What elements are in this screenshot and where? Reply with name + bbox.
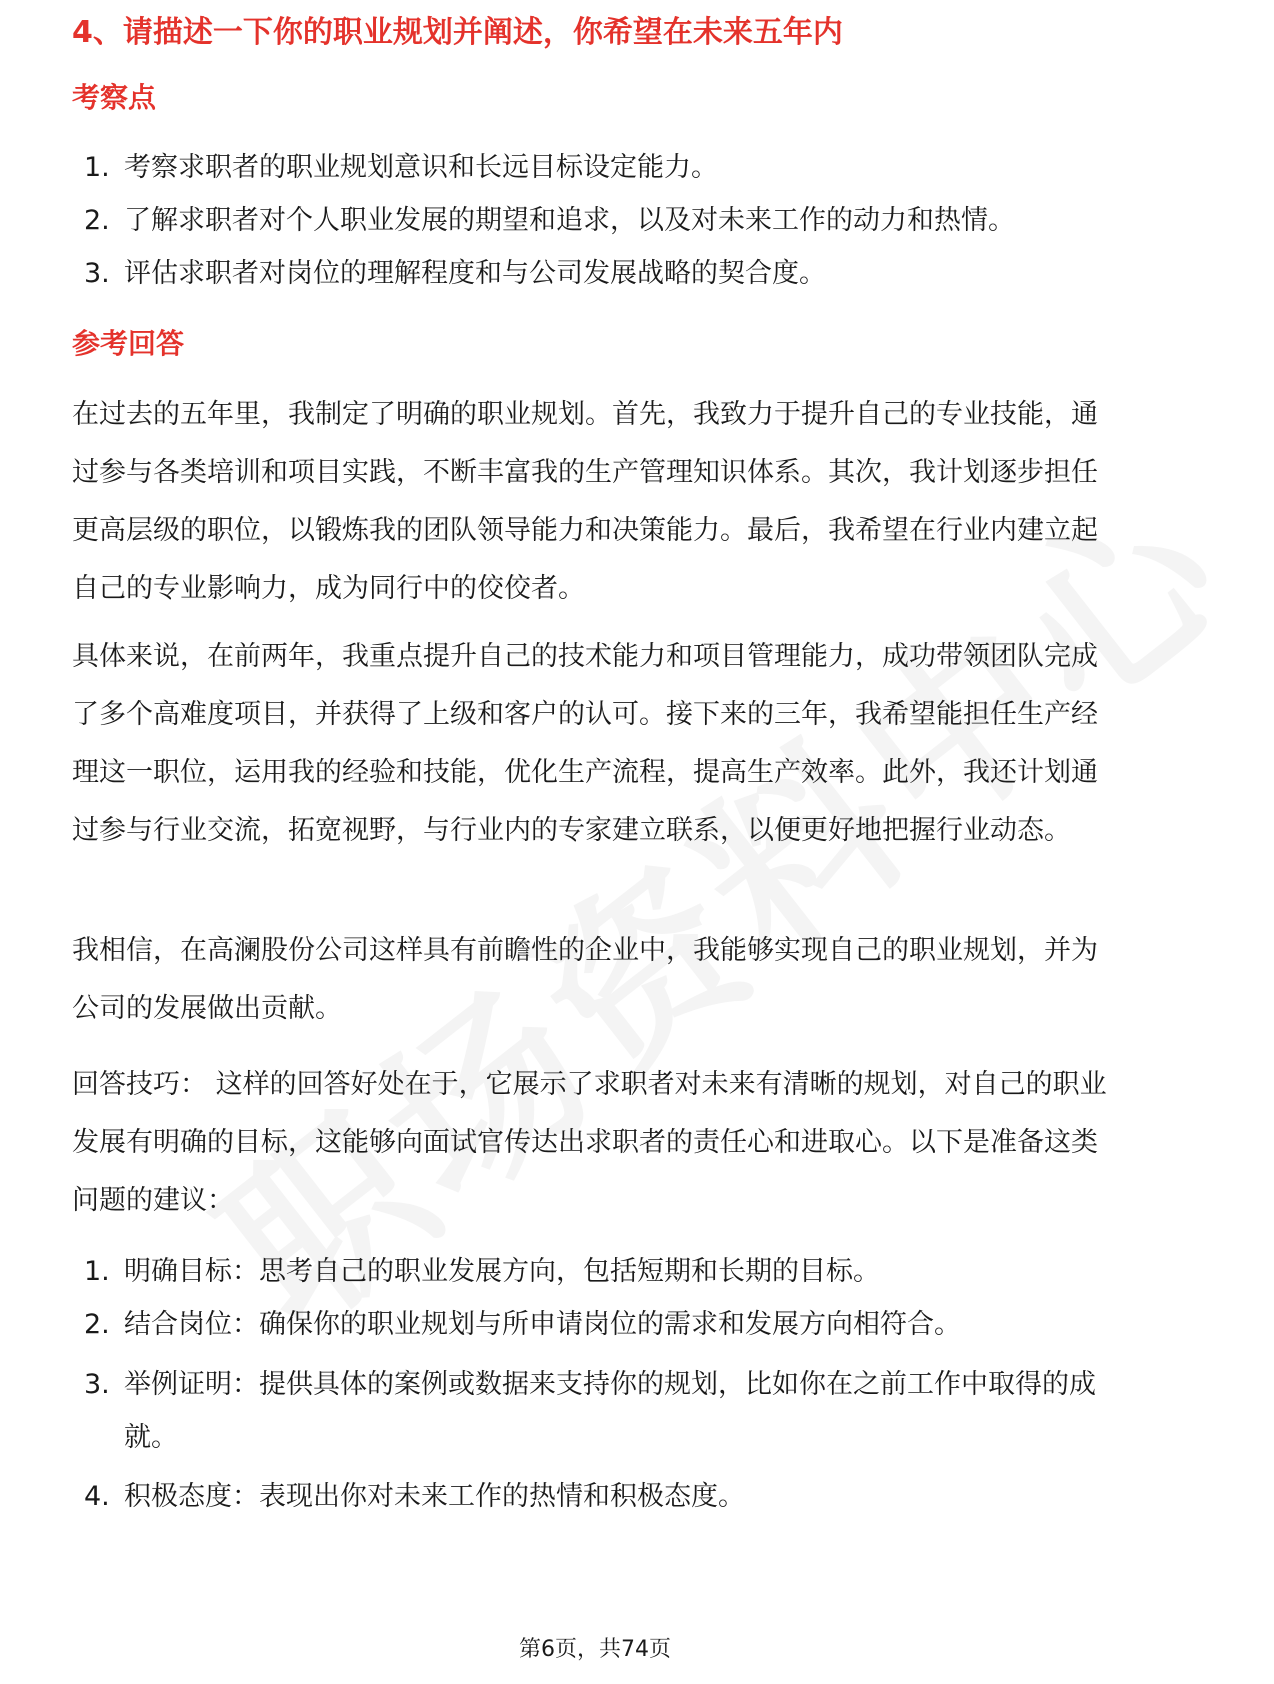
cutoff-question-title <box>72 15 843 60</box>
points-list <box>72 148 1122 294</box>
list-number: 3. <box>84 258 110 289</box>
list-number: 1. <box>84 1256 110 1287</box>
cutoff-question-text: 4、请描述一下你的职业规划并阐述，你希望在未来五年内 <box>72 15 843 50</box>
list-text: 评估求职者对岗位的理解程度和与公司发展战略的契合度。 <box>124 258 826 289</box>
answer-heading: 参考回答 <box>72 327 185 360</box>
list-text: 明确目标：思考自己的职业发展方向，包括短期和长期的目标。 <box>124 1256 880 1287</box>
list-text: 了解求职者对个人职业发展的期望和追求，以及对未来工作的动力和热情。 <box>124 205 1015 236</box>
list-text: 考察求职者的职业规划意识和长远目标设定能力。 <box>124 152 718 183</box>
list-number: 2. <box>84 1309 110 1340</box>
list-number: 1. <box>84 152 110 183</box>
list-number: 4. <box>84 1481 110 1512</box>
list-item <box>72 148 1122 188</box>
list-text: 结合岗位：确保你的职业规划与所申请岗位的需求和发展方向相符合。 <box>124 1309 961 1340</box>
tips-list <box>72 1252 1122 1517</box>
answer-paragraph-3: 我相信，在高澜股份公司这样具有前瞻性的企业中，我能够实现自己的职业规划，并为公司的发展做出贡献。 <box>72 935 1098 1024</box>
answer-paragraph-1: 在过去的五年里，我制定了明确的职业规划。首先，我致力于提升自己的专业技能，通过参与各类培训和项目实践，不断丰富我的生产管理知识体系。其次，我计划逐步担任更高层级的职位，以锻炼我的团队领导能力和决策能力。最后，我希望在行业内建立起自己的专业影响力，成为同行中的佼佼者。 <box>72 399 1098 604</box>
answer-paragraph-2: 具体来说，在前两年，我重点提升自己的技术能力和项目管理能力，成功带领团队完成了多个高难度项目，并获得了上级和客户的认可。接下来的三年，我希望能担任生产经理这一职位，运用我的经验和技能，优化生产流程，提高生产效率。此外，我还计划通过参与行业交流，拓宽视野，与行业内的专家建立联系，以便更好地把握行业动态。 <box>72 641 1098 846</box>
list-number: 2. <box>84 205 110 236</box>
page-footer: 第6页，共74页 <box>519 1637 671 1662</box>
list-item <box>72 1477 1122 1517</box>
list-item <box>72 1358 1122 1464</box>
list-text: 举例证明：提供具体的案例或数据来支持你的规划，比如你在之前工作中取得的成就。 <box>124 1369 1096 1453</box>
list-item <box>72 254 1122 294</box>
list-item <box>72 1252 1122 1292</box>
list-number: 3. <box>84 1369 110 1400</box>
points-heading: 考察点 <box>72 81 157 114</box>
answer-tips-paragraph: 回答技巧： 这样的回答好处在于，它展示了求职者对未来有清晰的规划，对自己的职业发展有明确的目标，这能够向面试官传达出求职者的责任心和进取心。以下是准备这类问题的建议： <box>72 1069 1107 1216</box>
list-text: 积极态度：表现出你对未来工作的热情和积极态度。 <box>124 1481 745 1512</box>
list-item <box>72 201 1122 241</box>
list-item <box>72 1305 1122 1345</box>
